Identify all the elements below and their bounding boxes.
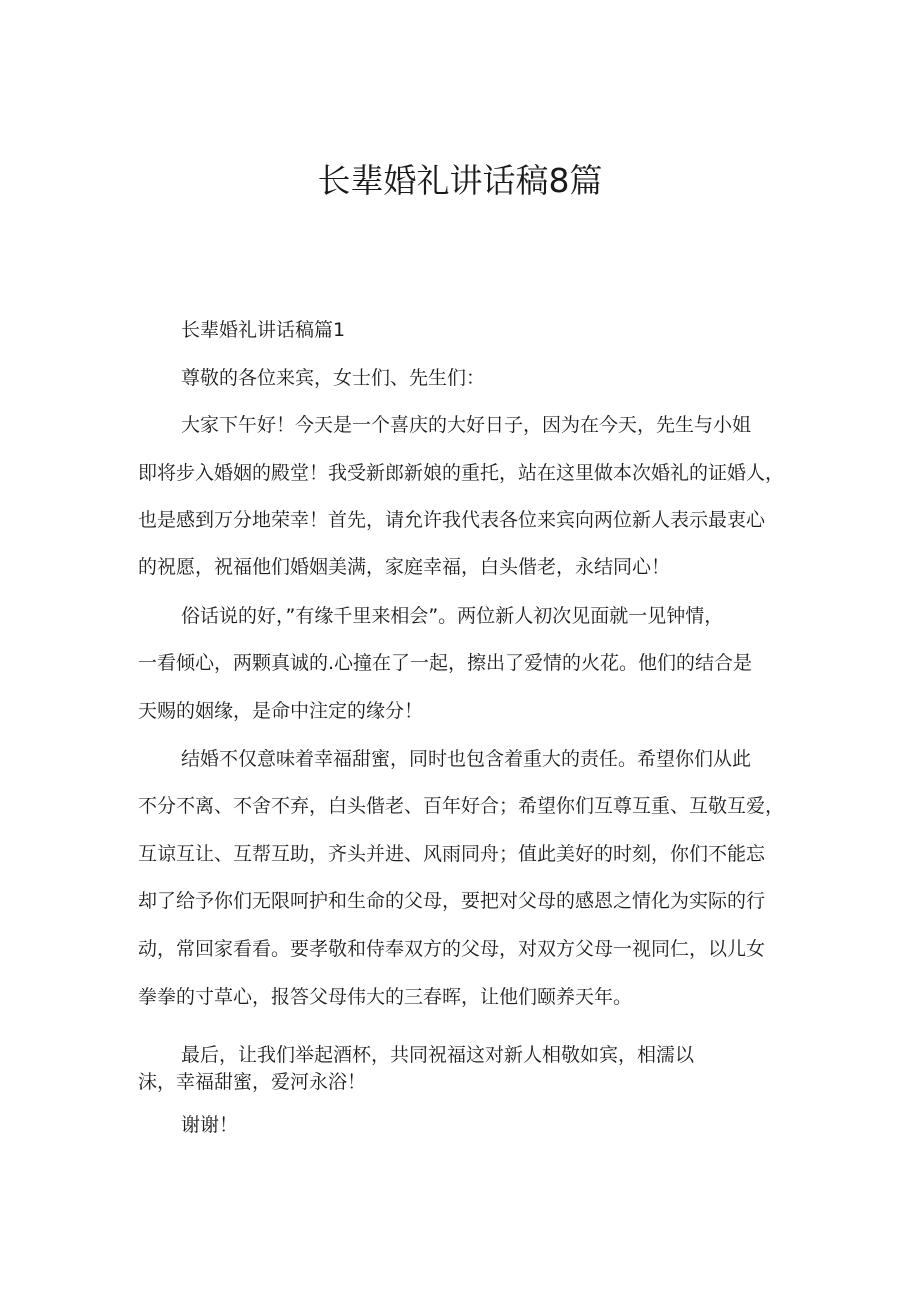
paragraph-1-line-3: 也是感到万分地荣幸！首先，请允许我代表各位来宾向两位新人表示最衷心 xyxy=(138,509,766,531)
paragraph-4-line-1: 最后，让我们举起酒杯，共同祝福这对新人相敬如宾，相濡以 xyxy=(181,1044,695,1066)
paragraph-3-line-1: 结婚不仅意味着幸福甜蜜，同时也包含着重大的责任。希望你们从此 xyxy=(181,748,752,770)
paragraph-2-line-1: 俗话说的好，”有缘千里来相会”。两位新人初次见面就一见钟情， xyxy=(181,605,724,627)
paragraph-3-line-2: 不分不离、不舍不弃，白头偕老、百年好合；希望你们互尊互重、互敬互爱， xyxy=(138,795,785,817)
paragraph-3-line-4: 却了给予你们无限呵护和生命的父母，要把对父母的感恩之情化为实际的行 xyxy=(138,890,766,912)
paragraph-1-line-4: 的祝愿，祝福他们婚姻美满，家庭幸福，白头偕老，永结同心！ xyxy=(138,556,671,578)
section-heading: 长辈婚礼讲话稿篇1 xyxy=(181,319,346,341)
paragraph-2-line-2: 一看倾心，两颗真诚的.心撞在了一起，擦出了爱情的火花。他们的结合是 xyxy=(138,652,753,674)
paragraph-3-line-3: 互谅互让、互帮互助，齐头并进、风雨同舟；值此美好的时刻，你们不能忘 xyxy=(138,843,766,865)
paragraph-3-line-6: 拳拳的寸草心，报答父母伟大的三春晖，让他们颐养天年。 xyxy=(138,986,633,1008)
paragraph-4-line-2: 沫，幸福甜蜜，爱河永浴！ xyxy=(138,1071,367,1093)
paragraph-3-line-5: 动，常回家看看。要孝敬和侍奉双方的父母，对双方父母一视同仁，以儿女 xyxy=(138,938,766,960)
paragraph-1-line-2: 即将步入婚姻的殿堂！我受新郎新娘的重托，站在这里做本次婚礼的证婚人， xyxy=(138,462,785,484)
paragraph-1-line-1: 大家下午好！今天是一个喜庆的大好日子，因为在今天，先生与小姐 xyxy=(181,414,752,436)
closing-line: 谢谢！ xyxy=(181,1114,239,1136)
paragraph-2-line-3: 天赐的姻缘，是命中注定的缘分！ xyxy=(138,700,424,722)
greeting-line: 尊敬的各位来宾，女士们、先生们： xyxy=(181,367,486,389)
document-title: 长辈婚礼讲话稿8篇 xyxy=(317,161,603,200)
